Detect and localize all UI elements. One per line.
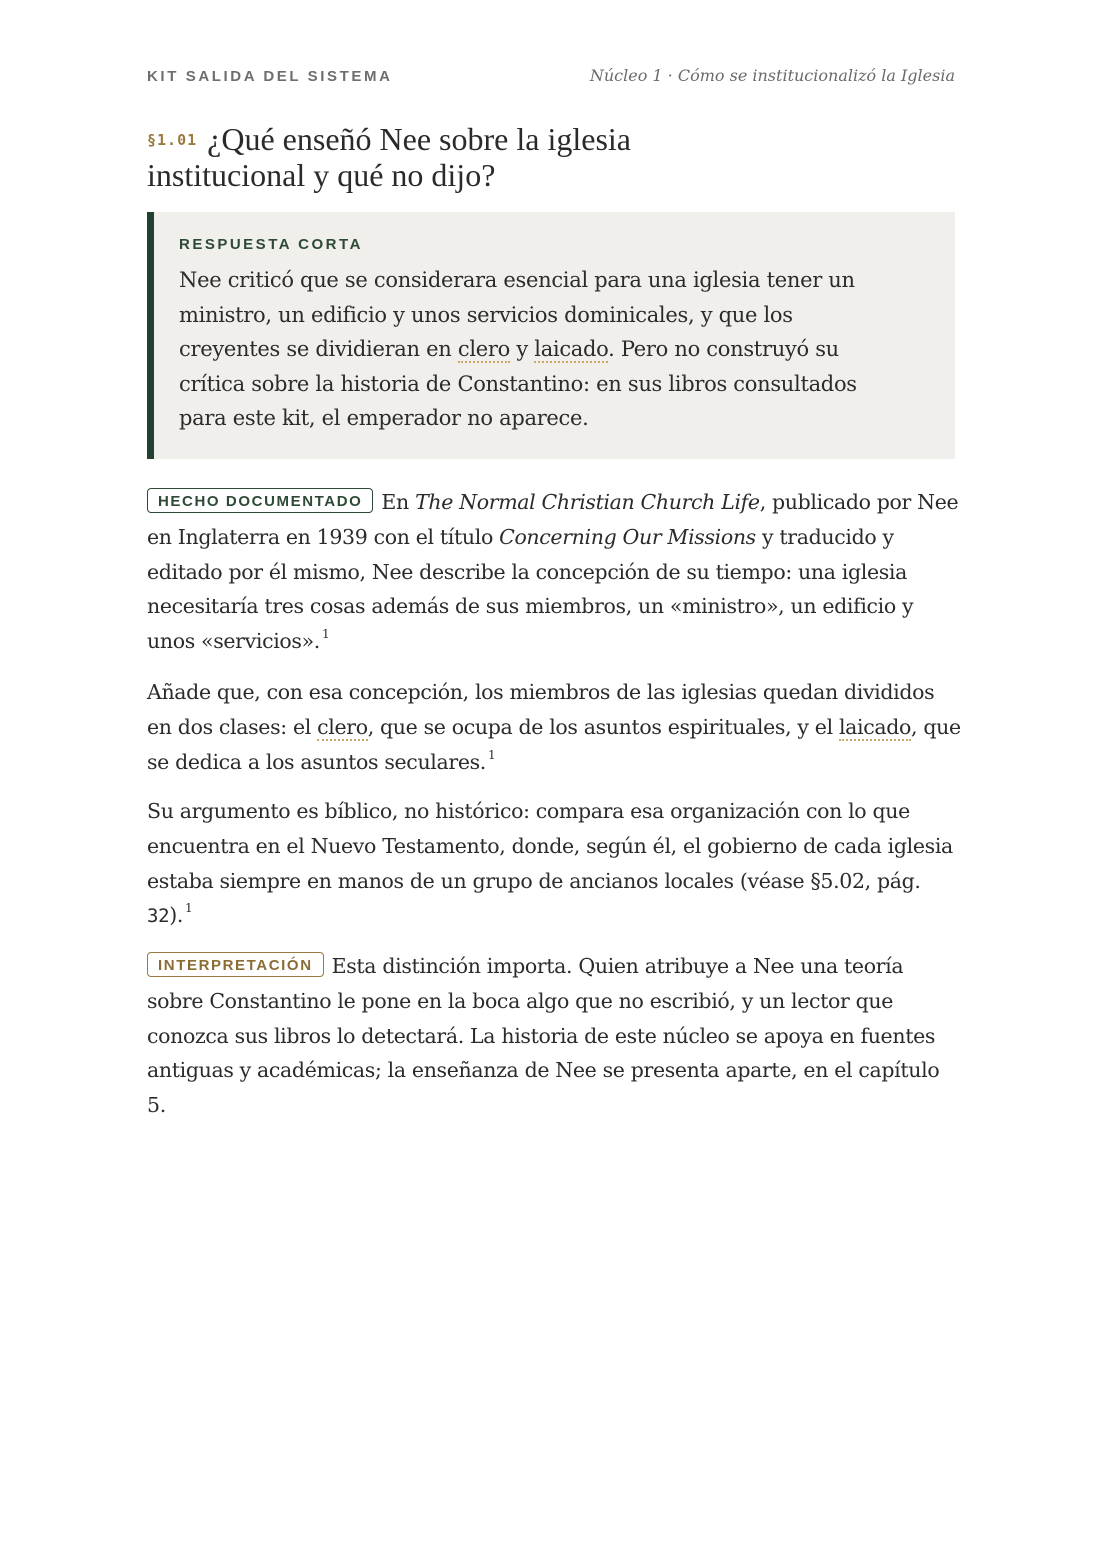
paragraph-text: Añade que, con esa concepción, los miembros de las iglesias quedan divididos en dos clases: el	[147, 680, 935, 739]
short-answer-box	[147, 212, 955, 459]
section-number: §1.01	[147, 131, 198, 149]
glossary-term-clero[interactable]: clero	[457, 337, 510, 362]
paragraph-text: Su argumento es bíblico, no histórico: compara esa organización con lo que encuentra en el Nuevo Testamento, donde, según él, el gobierno de cada iglesia estaba siempre en manos de un grupo de ancianos locales (véase §5.02, pág.	[147, 799, 953, 893]
paragraph-text: En	[381, 490, 416, 514]
chapter-title: Núcleo 1 · Cómo se institucionalizó la Iglesia	[589, 66, 955, 85]
footnote-ref[interactable]: 1	[321, 627, 330, 642]
book-title: The Normal Christian Church Life	[415, 490, 760, 514]
paragraph-documented-fact	[147, 485, 962, 659]
kit-title: KIT SALIDA DEL SISTEMA	[147, 68, 393, 85]
book-title: Concerning Our Missions	[499, 524, 756, 549]
interpretation-tag: INTERPRETACIÓN	[147, 952, 324, 977]
section-heading	[147, 122, 707, 193]
footnote-ref[interactable]: 1	[487, 747, 496, 762]
paragraph-text: , publicado por Nee en Inglaterra en 1939 con el título	[147, 490, 959, 549]
page-reference[interactable]: 32	[147, 905, 170, 928]
paragraph-text: ).	[169, 903, 184, 928]
short-answer-text	[179, 263, 895, 436]
paragraph-clergy-laity	[147, 675, 962, 779]
short-answer-label: RESPUESTA CORTA	[179, 236, 363, 253]
glossary-term-clero[interactable]: clero	[317, 714, 368, 739]
short-answer-text-part: . Pero no construyó su crítica sobre la historia de Constantino: en sus libros consultados para este kit, el emperador no aparece.	[179, 337, 857, 431]
paragraph-text: y traducido y editado por él mismo, Nee describe la concepción de su tiempo: una iglesia necesitaría tres cosas además de sus miembros, un «ministro», un edificio y unos «servicios».	[147, 524, 914, 654]
running-header	[147, 66, 955, 90]
short-answer-text-part: y	[509, 337, 535, 362]
paragraph-text: Esta distinción importa. Quien atribuye a Nee una teoría sobre Constantino le pone en la boca algo que no escribió, y un lector que conozca sus libros lo detectará. La historia de este núcleo se apoya en fuentes antiguas y académicas; la enseñanza de Nee se presenta aparte, en el capítulo 5.	[147, 954, 940, 1118]
glossary-term-laicado[interactable]: laicado	[838, 714, 912, 739]
glossary-term-laicado[interactable]: laicado	[534, 337, 609, 362]
paragraph-text: , que se dedica a los asuntos seculares.	[147, 714, 961, 774]
footnote-ref[interactable]: 1	[185, 901, 193, 916]
documented-fact-tag: HECHO DOCUMENTADO	[147, 488, 373, 513]
section-title: ¿Qué enseñó Nee sobre la iglesia institucional y qué no dijo?	[147, 121, 631, 193]
paragraph-biblical-argument	[147, 794, 962, 934]
paragraph-interpretation	[147, 949, 962, 1123]
short-answer-text-part: Nee criticó que se considerara esencial para una iglesia tener un ministro, un edificio y unos servicios dominicales, y que los creyentes se dividieran en	[179, 268, 855, 362]
paragraph-text: , que se ocupa de los asuntos espirituales, y el	[367, 714, 839, 739]
